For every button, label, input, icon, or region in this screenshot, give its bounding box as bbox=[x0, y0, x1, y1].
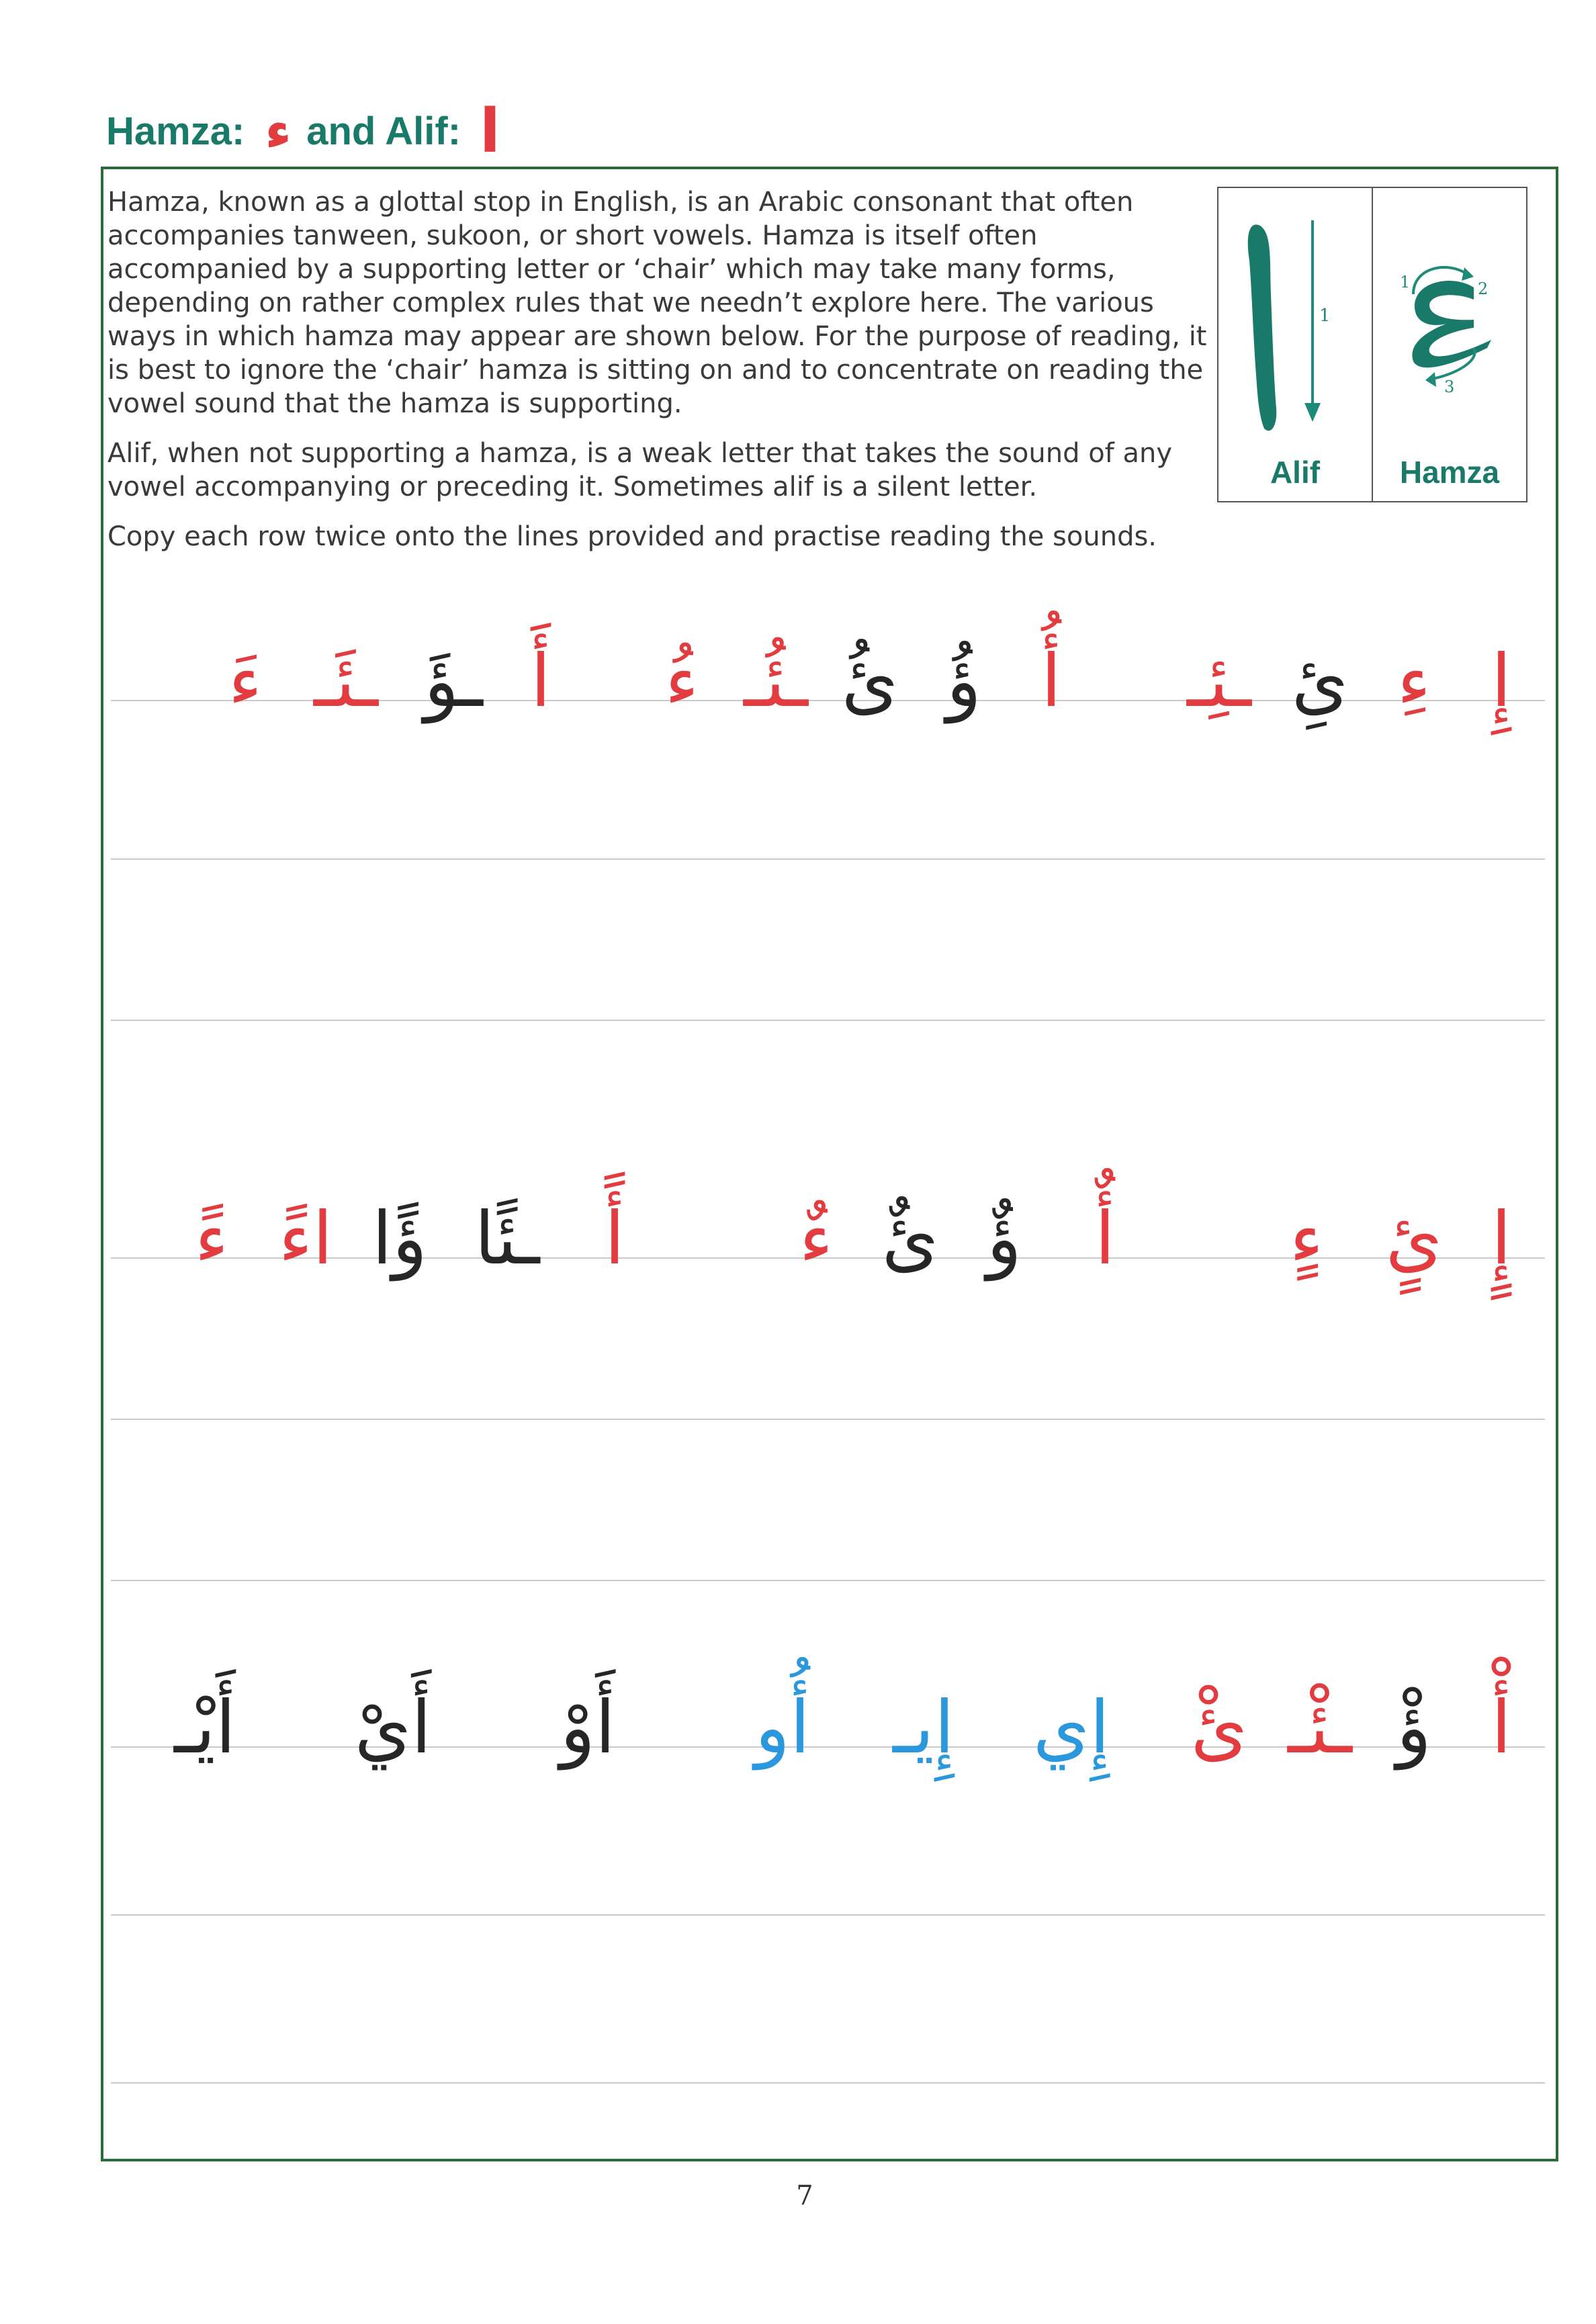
row3-glyph: أُو bbox=[754, 1686, 811, 1770]
row1-glyph: إِ bbox=[1491, 639, 1511, 723]
intro-text bbox=[107, 185, 1209, 570]
row2-glyph: ءٌ bbox=[799, 1197, 834, 1281]
letter-row-1 bbox=[107, 605, 1545, 759]
row3-glyph: أَوْ bbox=[560, 1686, 616, 1770]
page-number: 7 bbox=[796, 2180, 813, 2211]
row1-glyph: ـئِـ bbox=[1187, 639, 1251, 723]
row2-glyph: ءً bbox=[194, 1197, 229, 1281]
row1-glyph: ءِ bbox=[1396, 639, 1431, 723]
practice-line bbox=[111, 1914, 1545, 1916]
letter-row-2 bbox=[107, 1162, 1545, 1316]
stroke-guide-box bbox=[1217, 187, 1527, 502]
row1-glyph: أَ bbox=[530, 639, 551, 723]
title-hamza-text: Hamza: bbox=[106, 109, 245, 153]
intro-paragraph-alif: Alif, when not supporting a hamza, is a weak letter that takes the sound of any vowel accompanying or preceding it. Sometimes alif is a silent letter. bbox=[107, 438, 1172, 502]
hamza-label: Hamza bbox=[1399, 455, 1500, 490]
letter-row-3 bbox=[107, 1651, 1545, 1805]
practice-line bbox=[111, 1580, 1545, 1581]
title-alif-glyph: ا bbox=[480, 95, 500, 167]
intro-instruction: Copy each row twice onto the lines provided and practise reading the sounds. bbox=[107, 521, 1157, 552]
practice-line bbox=[111, 2082, 1545, 2084]
title-hamza-glyph: ء bbox=[265, 101, 292, 161]
practice-line bbox=[111, 1419, 1545, 1420]
row1-glyph: ءَ bbox=[228, 639, 263, 723]
row1-glyph: ؤُ bbox=[946, 639, 982, 723]
hamza-stroke-number-3: 3 bbox=[1444, 377, 1455, 396]
practice-line bbox=[111, 1020, 1545, 1021]
row2-glyph: إٍ bbox=[1491, 1197, 1511, 1281]
row2-glyph: أٌ bbox=[1094, 1197, 1115, 1281]
hamza-stroke-cell bbox=[1372, 188, 1526, 501]
alif-label: Alif bbox=[1270, 455, 1321, 490]
hamza-stroke-number-1: 1 bbox=[1400, 273, 1411, 292]
row3-glyph: إِي bbox=[1032, 1686, 1110, 1770]
row3-glyph: ئْ bbox=[1190, 1686, 1248, 1770]
row1-glyph: ئُ bbox=[841, 639, 899, 723]
title-alif-text: and Alif: bbox=[306, 109, 461, 153]
row3-glyph: أْ bbox=[1491, 1686, 1511, 1770]
row2-glyph: أً bbox=[604, 1197, 625, 1281]
page-title bbox=[106, 94, 500, 168]
row2-glyph: ءٍ bbox=[1289, 1197, 1324, 1281]
row1-glyph: أُ bbox=[1040, 639, 1061, 723]
row2-glyph: ؤًا bbox=[371, 1197, 428, 1281]
row3-glyph: إِيـ bbox=[893, 1686, 955, 1770]
row2-glyph: ـئًا bbox=[474, 1197, 540, 1281]
alif-stroke-number: 1 bbox=[1319, 306, 1331, 326]
alif-stroke-icon bbox=[1218, 193, 1372, 449]
row2-glyph: ئٍ bbox=[1385, 1197, 1443, 1281]
row2-glyph: اءً bbox=[278, 1197, 333, 1281]
row1-glyph: ـئُـ bbox=[744, 639, 808, 723]
row3-glyph: أَيْ bbox=[354, 1686, 432, 1770]
row1-glyph: ـؤَ bbox=[424, 639, 483, 723]
hamza-stroke-number-2: 2 bbox=[1478, 279, 1489, 298]
row1-glyph: ءُ bbox=[664, 639, 699, 723]
row1-glyph: ـئَـ bbox=[314, 639, 378, 723]
row2-glyph: ئٌ bbox=[881, 1197, 939, 1281]
row2-glyph: ؤٌ bbox=[986, 1197, 1022, 1281]
intro-paragraph-hamza: Hamza, known as a glottal stop in English, is an Arabic consonant that often accompanies tanween, sukoon, or short vowels. Hamza is itself often accompanied by a supporting letter or ‘chair’ which may take many forms, depending on rather complex rules that we needn’t explore here. The various ways in which hamza may appear are shown below. For the purpose of reading, it is best to ignore the ‘chair’ hamza is sitting on and to concentrate on reading the vowel sound that the hamza is supporting. bbox=[107, 187, 1207, 419]
row3-glyph: ؤْ bbox=[1396, 1686, 1432, 1770]
practice-line bbox=[111, 858, 1545, 860]
alif-stroke-cell bbox=[1218, 188, 1372, 501]
row3-glyph: أَيْـ bbox=[174, 1686, 236, 1770]
row1-glyph: ئِ bbox=[1291, 639, 1349, 723]
hamza-stroke-icon bbox=[1373, 193, 1526, 449]
row3-glyph: ـئْـ bbox=[1288, 1686, 1352, 1770]
